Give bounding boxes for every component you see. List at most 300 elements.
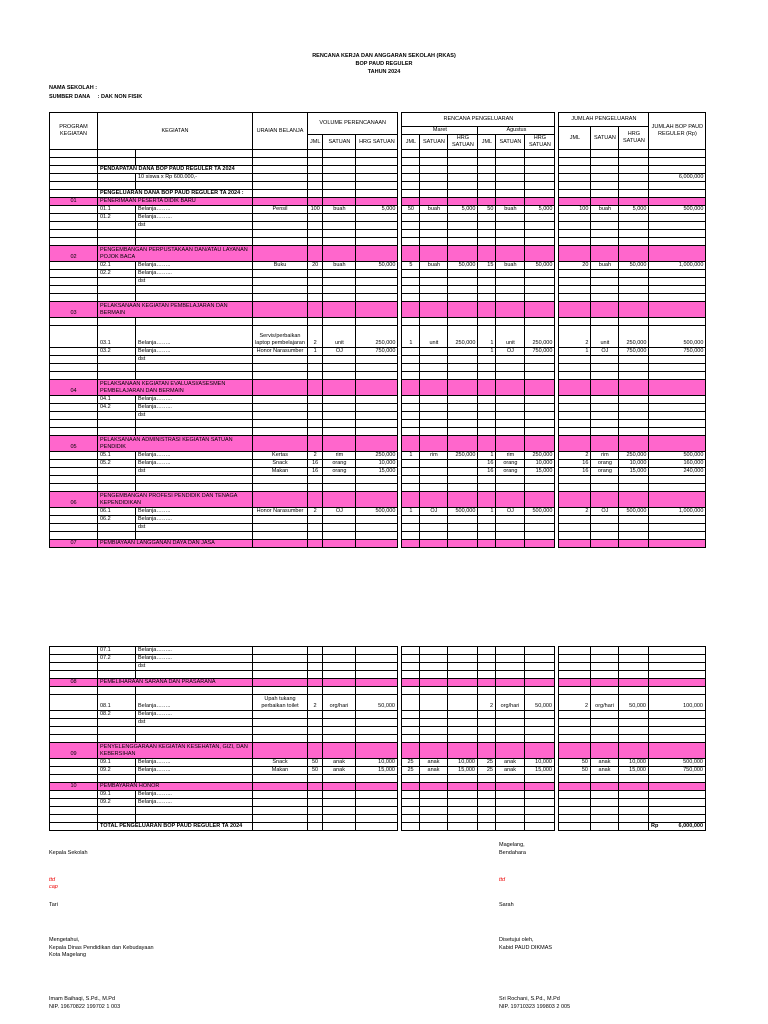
- program-code: 08: [50, 679, 98, 687]
- item-row: [50, 278, 706, 286]
- agustus-harga: [525, 783, 555, 791]
- volume-jml: 2: [308, 508, 323, 516]
- jumlah-jml: [559, 428, 591, 436]
- agustus-satuan: [496, 735, 525, 743]
- jumlah-jml: [559, 791, 591, 799]
- agustus-harga: [525, 540, 555, 548]
- program-code: [50, 356, 98, 364]
- volume-harga: [356, 278, 398, 286]
- header-hrg-satuan: HRG SATUAN: [356, 135, 398, 150]
- agustus-satuan: [496, 278, 525, 286]
- volume-jml: [308, 420, 323, 428]
- agustus-harga: [525, 150, 555, 158]
- volume-harga: [356, 166, 398, 174]
- maret-jml: 1: [402, 452, 420, 460]
- kegiatan-detail: [136, 815, 253, 823]
- kegiatan-title: PEMBAYARAN HONOR: [98, 783, 253, 791]
- volume-satuan: buah: [323, 206, 356, 214]
- item-row: [50, 516, 706, 524]
- header-jml: JML: [478, 135, 496, 150]
- maret-harga: [448, 532, 478, 540]
- uraian-belanja: [253, 679, 308, 687]
- kegiatan-code: [98, 807, 136, 815]
- program-code: [50, 815, 98, 823]
- jumlah-satuan: OJ: [591, 348, 619, 356]
- kegiatan-code: 09.2: [98, 767, 136, 775]
- header-satuan: SATUAN: [496, 135, 525, 150]
- jumlah-jml: [559, 540, 591, 548]
- volume-harga: [356, 647, 398, 655]
- kabid-nip: NIP. 19710323 199803 2 005: [499, 1003, 571, 1010]
- jumlah-bop: [649, 404, 706, 412]
- agustus-jml: 50: [478, 206, 496, 214]
- agustus-satuan: [496, 270, 525, 278]
- volume-jml: [308, 791, 323, 799]
- volume-harga: [356, 532, 398, 540]
- jumlah-bop: 240,000: [649, 468, 706, 476]
- volume-harga: [356, 396, 398, 404]
- volume-satuan: [323, 655, 356, 663]
- kegiatan-detail: [136, 286, 253, 294]
- kegiatan-title: PENGEMBANGAN PERPUSTAKAAN DAN/ATAU LAYANAN POJOK BACA: [98, 246, 253, 262]
- jumlah-bop: 6,000,000: [649, 174, 706, 182]
- kegiatan-title: PEMBIAYAAN LANGGANAN DAYA DAN JASA: [98, 540, 253, 548]
- jumlah-bop: [649, 412, 706, 420]
- volume-jml: [308, 190, 323, 198]
- uraian-belanja: Buku: [253, 262, 308, 270]
- kegiatan-code: [98, 158, 136, 166]
- jumlah-satuan: [591, 396, 619, 404]
- maret-satuan: [420, 348, 448, 356]
- agustus-satuan: [496, 807, 525, 815]
- maret-harga: [448, 671, 478, 679]
- kegiatan-detail: [136, 158, 253, 166]
- jumlah-satuan: [591, 735, 619, 743]
- maret-satuan: [420, 190, 448, 198]
- kegiatan-code: [98, 532, 136, 540]
- volume-harga: [356, 158, 398, 166]
- volume-harga: [356, 182, 398, 190]
- volume-jml: [308, 286, 323, 294]
- item-row: [50, 166, 706, 174]
- volume-harga: [356, 150, 398, 158]
- kegiatan-code: [98, 687, 136, 695]
- volume-jml: [308, 318, 323, 326]
- jumlah-harga: [619, 671, 649, 679]
- jumlah-harga: [619, 815, 649, 823]
- volume-harga: [356, 775, 398, 783]
- uraian-belanja: [253, 492, 308, 508]
- uraian-belanja: [253, 278, 308, 286]
- total-value: 6,000,000: [678, 823, 703, 829]
- volume-harga: [356, 727, 398, 735]
- maret-satuan: rim: [420, 452, 448, 460]
- jumlah-bop: [649, 150, 706, 158]
- maret-satuan: [420, 278, 448, 286]
- program-code: [50, 711, 98, 719]
- agustus-jml: [478, 663, 496, 671]
- jumlah-satuan: OJ: [591, 508, 619, 516]
- jumlah-satuan: [591, 727, 619, 735]
- maret-harga: [448, 246, 478, 262]
- maret-jml: [402, 436, 420, 452]
- kegiatan-code: [98, 671, 136, 679]
- sumber-dana-row: [49, 94, 142, 100]
- program-code: [50, 270, 98, 278]
- volume-satuan: orang: [323, 468, 356, 476]
- jumlah-bop: 500,000: [649, 759, 706, 767]
- blank-row: [50, 532, 706, 540]
- agustus-jml: [478, 356, 496, 364]
- agustus-satuan: [496, 799, 525, 807]
- agustus-jml: [478, 214, 496, 222]
- jumlah-satuan: [591, 524, 619, 532]
- maret-harga: [448, 286, 478, 294]
- agustus-jml: 1: [478, 508, 496, 516]
- agustus-satuan: [496, 540, 525, 548]
- volume-satuan: [323, 727, 356, 735]
- volume-jml: 1: [308, 348, 323, 356]
- kegiatan-title: PENYELENGGARAAN KEGIATAN KESEHATAN, GIZI, DAN KEBERSIHAN: [98, 743, 253, 759]
- volume-jml: [308, 372, 323, 380]
- maret-jml: [402, 727, 420, 735]
- kegiatan-detail: Belanja……..: [136, 348, 253, 356]
- maret-jml: [402, 460, 420, 468]
- jumlah-bop: [649, 775, 706, 783]
- jumlah-jml: [559, 655, 591, 663]
- volume-harga: [356, 687, 398, 695]
- jumlah-jml: [559, 492, 591, 508]
- agustus-jml: [478, 799, 496, 807]
- jumlah-satuan: [591, 198, 619, 206]
- agustus-harga: [525, 396, 555, 404]
- maret-harga: [448, 719, 478, 727]
- kegiatan-detail: [136, 428, 253, 436]
- jumlah-satuan: [591, 380, 619, 396]
- uraian-belanja: [253, 404, 308, 412]
- uraian-belanja: [253, 532, 308, 540]
- maret-harga: [448, 695, 478, 711]
- program-code: [50, 222, 98, 230]
- jumlah-satuan: [591, 158, 619, 166]
- jumlah-satuan: [591, 516, 619, 524]
- uraian-belanja: Pensil: [253, 206, 308, 214]
- uraian-belanja: Servis/perbaikan laptop pembelajaran: [253, 326, 308, 348]
- agustus-satuan: [496, 516, 525, 524]
- kegiatan-detail: [136, 532, 253, 540]
- agustus-jml: [478, 775, 496, 783]
- volume-harga: [356, 492, 398, 508]
- volume-harga: [356, 214, 398, 222]
- maret-harga: [448, 174, 478, 182]
- jumlah-satuan: [591, 663, 619, 671]
- maret-jml: [402, 222, 420, 230]
- jumlah-bop: [649, 364, 706, 372]
- kegiatan-code: [98, 815, 136, 823]
- agustus-satuan: OJ: [496, 508, 525, 516]
- uraian-belanja: [253, 286, 308, 294]
- mengetahui-block: [49, 937, 154, 960]
- agustus-jml: [478, 158, 496, 166]
- agustus-harga: [525, 302, 555, 318]
- maret-satuan: [420, 540, 448, 548]
- maret-harga: [448, 270, 478, 278]
- jumlah-bop: [649, 663, 706, 671]
- agustus-jml: [478, 532, 496, 540]
- agustus-jml: [478, 516, 496, 524]
- program-code: [50, 468, 98, 476]
- maret-jml: [402, 799, 420, 807]
- kegiatan-code: 03.2: [98, 348, 136, 356]
- maret-harga: [448, 404, 478, 412]
- jumlah-jml: [559, 783, 591, 791]
- kegiatan-detail: [136, 150, 253, 158]
- volume-satuan: [323, 799, 356, 807]
- jumlah-satuan: [591, 278, 619, 286]
- agustus-satuan: [496, 663, 525, 671]
- volume-jml: [308, 380, 323, 396]
- agustus-jml: [478, 302, 496, 318]
- maret-jml: [402, 775, 420, 783]
- uraian-belanja: [253, 356, 308, 364]
- jumlah-harga: [619, 364, 649, 372]
- kadis-nama: Imam Baihaqi, S.Pd., M.Pd: [49, 996, 116, 1002]
- agustus-satuan: [496, 150, 525, 158]
- maret-satuan: [420, 799, 448, 807]
- agustus-jml: [478, 222, 496, 230]
- jumlah-satuan: [591, 412, 619, 420]
- agustus-jml: [478, 540, 496, 548]
- volume-satuan: [323, 540, 356, 548]
- maret-jml: [402, 246, 420, 262]
- agustus-satuan: [496, 286, 525, 294]
- agustus-harga: [525, 532, 555, 540]
- volume-harga: [356, 484, 398, 492]
- agustus-jml: [478, 420, 496, 428]
- kegiatan-code: [98, 412, 136, 420]
- kegiatan-code: [98, 364, 136, 372]
- agustus-jml: 16: [478, 460, 496, 468]
- agustus-satuan: [496, 404, 525, 412]
- maret-jml: [402, 532, 420, 540]
- volume-jml: [308, 238, 323, 246]
- agustus-jml: 1: [478, 452, 496, 460]
- jumlah-satuan: [591, 246, 619, 262]
- agustus-jml: [478, 428, 496, 436]
- jumlah-jml: [559, 294, 591, 302]
- program-code: 09: [50, 743, 98, 759]
- maret-harga: [448, 679, 478, 687]
- maret-jml: 5: [402, 262, 420, 270]
- volume-harga: 750,000: [356, 348, 398, 356]
- jumlah-satuan: [591, 532, 619, 540]
- jumlah-bop: [649, 476, 706, 484]
- kegiatan-code: [98, 286, 136, 294]
- maret-jml: [402, 719, 420, 727]
- jumlah-bop: [649, 230, 706, 238]
- agustus-harga: 250,000: [525, 326, 555, 348]
- volume-jml: [308, 246, 323, 262]
- volume-satuan: anak: [323, 759, 356, 767]
- jumlah-bop: [649, 711, 706, 719]
- maret-harga: 250,000: [448, 326, 478, 348]
- maret-satuan: [420, 246, 448, 262]
- volume-jml: [308, 711, 323, 719]
- maret-satuan: anak: [420, 759, 448, 767]
- maret-harga: [448, 190, 478, 198]
- volume-satuan: [323, 436, 356, 452]
- program-code: 01: [50, 198, 98, 206]
- agustus-satuan: [496, 743, 525, 759]
- volume-jml: [308, 727, 323, 735]
- maret-harga: [448, 524, 478, 532]
- volume-satuan: [323, 516, 356, 524]
- agustus-satuan: anak: [496, 759, 525, 767]
- blank-row: [50, 318, 706, 326]
- jumlah-jml: 2: [559, 452, 591, 460]
- maret-harga: [448, 799, 478, 807]
- kegiatan-detail: [136, 294, 253, 302]
- agustus-jml: [478, 823, 496, 831]
- jumlah-satuan: [591, 238, 619, 246]
- volume-jml: [308, 524, 323, 532]
- kegiatan-detail: [136, 476, 253, 484]
- agustus-harga: [525, 663, 555, 671]
- volume-jml: 16: [308, 468, 323, 476]
- maret-jml: [402, 791, 420, 799]
- agustus-harga: [525, 711, 555, 719]
- maret-satuan: buah: [420, 206, 448, 214]
- agustus-jml: [478, 404, 496, 412]
- agustus-satuan: [496, 246, 525, 262]
- kegiatan-detail: Belanja……...: [136, 396, 253, 404]
- maret-satuan: unit: [420, 326, 448, 348]
- agustus-jml: [478, 364, 496, 372]
- jumlah-satuan: [591, 655, 619, 663]
- nama-sekolah-label: NAMA SEKOLAH :: [49, 85, 98, 91]
- section-row: [50, 380, 706, 396]
- program-code: [50, 428, 98, 436]
- jumlah-harga: 50,000: [619, 262, 649, 270]
- jumlah-harga: [619, 372, 649, 380]
- maret-satuan: [420, 436, 448, 452]
- jumlah-harga: [619, 270, 649, 278]
- volume-satuan: [323, 150, 356, 158]
- agustus-harga: [525, 492, 555, 508]
- jumlah-harga: [619, 743, 649, 759]
- uraian-belanja: [253, 775, 308, 783]
- agustus-harga: 250,000: [525, 452, 555, 460]
- uraian-belanja: [253, 182, 308, 190]
- agustus-harga: [525, 428, 555, 436]
- jumlah-jml: [559, 484, 591, 492]
- jumlah-satuan: orang: [591, 460, 619, 468]
- volume-harga: [356, 663, 398, 671]
- program-code: [50, 823, 98, 831]
- agustus-satuan: [496, 655, 525, 663]
- blank-row: [50, 484, 706, 492]
- jumlah-jml: 2: [559, 695, 591, 711]
- program-code: [50, 767, 98, 775]
- maret-jml: [402, 198, 420, 206]
- kegiatan-title: TOTAL PENGELUARAN BOP PAUD REGULER TA 2024: [98, 823, 253, 831]
- rkas-table-page-1: [49, 112, 706, 548]
- kadis-signature: [49, 996, 120, 1011]
- volume-satuan: [323, 278, 356, 286]
- kegiatan-detail: Belanja……..: [136, 460, 253, 468]
- maret-jml: [402, 735, 420, 743]
- maret-jml: [402, 695, 420, 711]
- maret-jml: [402, 182, 420, 190]
- agustus-jml: [478, 190, 496, 198]
- volume-jml: [308, 158, 323, 166]
- volume-harga: [356, 815, 398, 823]
- jumlah-bop: 750,000: [649, 348, 706, 356]
- uraian-belanja: Kertas: [253, 452, 308, 460]
- maret-satuan: [420, 380, 448, 396]
- maret-harga: [448, 791, 478, 799]
- maret-satuan: [420, 412, 448, 420]
- blank-row: [50, 238, 706, 246]
- program-code: [50, 671, 98, 679]
- agustus-jml: [478, 735, 496, 743]
- kegiatan-detail: 10 siswa x Rp 600.000,-: [136, 174, 253, 182]
- program-code: [50, 727, 98, 735]
- kegiatan-code: 06.2: [98, 516, 136, 524]
- jumlah-harga: [619, 150, 649, 158]
- agustus-jml: [478, 783, 496, 791]
- agustus-harga: 15,000: [525, 767, 555, 775]
- agustus-harga: [525, 799, 555, 807]
- jumlah-harga: [619, 246, 649, 262]
- maret-harga: 5,000: [448, 206, 478, 214]
- maret-harga: [448, 775, 478, 783]
- jumlah-jml: 50: [559, 759, 591, 767]
- volume-jml: [308, 735, 323, 743]
- volume-satuan: OJ: [323, 508, 356, 516]
- jumlah-satuan: [591, 783, 619, 791]
- maret-harga: [448, 436, 478, 452]
- agustus-harga: [525, 687, 555, 695]
- jumlah-harga: [619, 516, 649, 524]
- maret-satuan: [420, 484, 448, 492]
- kegiatan-detail: Belanja……...: [136, 647, 253, 655]
- jumlah-jml: [559, 516, 591, 524]
- jumlah-bop: [649, 671, 706, 679]
- volume-jml: [308, 663, 323, 671]
- volume-jml: [308, 484, 323, 492]
- agustus-harga: 50,000: [525, 262, 555, 270]
- program-code: [50, 775, 98, 783]
- maret-jml: [402, 302, 420, 318]
- jumlah-harga: [619, 647, 649, 655]
- jumlah-satuan: [591, 484, 619, 492]
- kegiatan-code: 03.1: [98, 326, 136, 348]
- maret-harga: [448, 815, 478, 823]
- maret-jml: [402, 743, 420, 759]
- program-code: [50, 230, 98, 238]
- jumlah-satuan: [591, 222, 619, 230]
- program-code: 07: [50, 540, 98, 548]
- jumlah-bop: [649, 246, 706, 262]
- jumlah-harga: [619, 396, 649, 404]
- agustus-satuan: [496, 727, 525, 735]
- section-row: [50, 302, 706, 318]
- kegiatan-code: 02.2: [98, 270, 136, 278]
- kegiatan-detail: [136, 735, 253, 743]
- maret-satuan: [420, 468, 448, 476]
- agustus-satuan: [496, 436, 525, 452]
